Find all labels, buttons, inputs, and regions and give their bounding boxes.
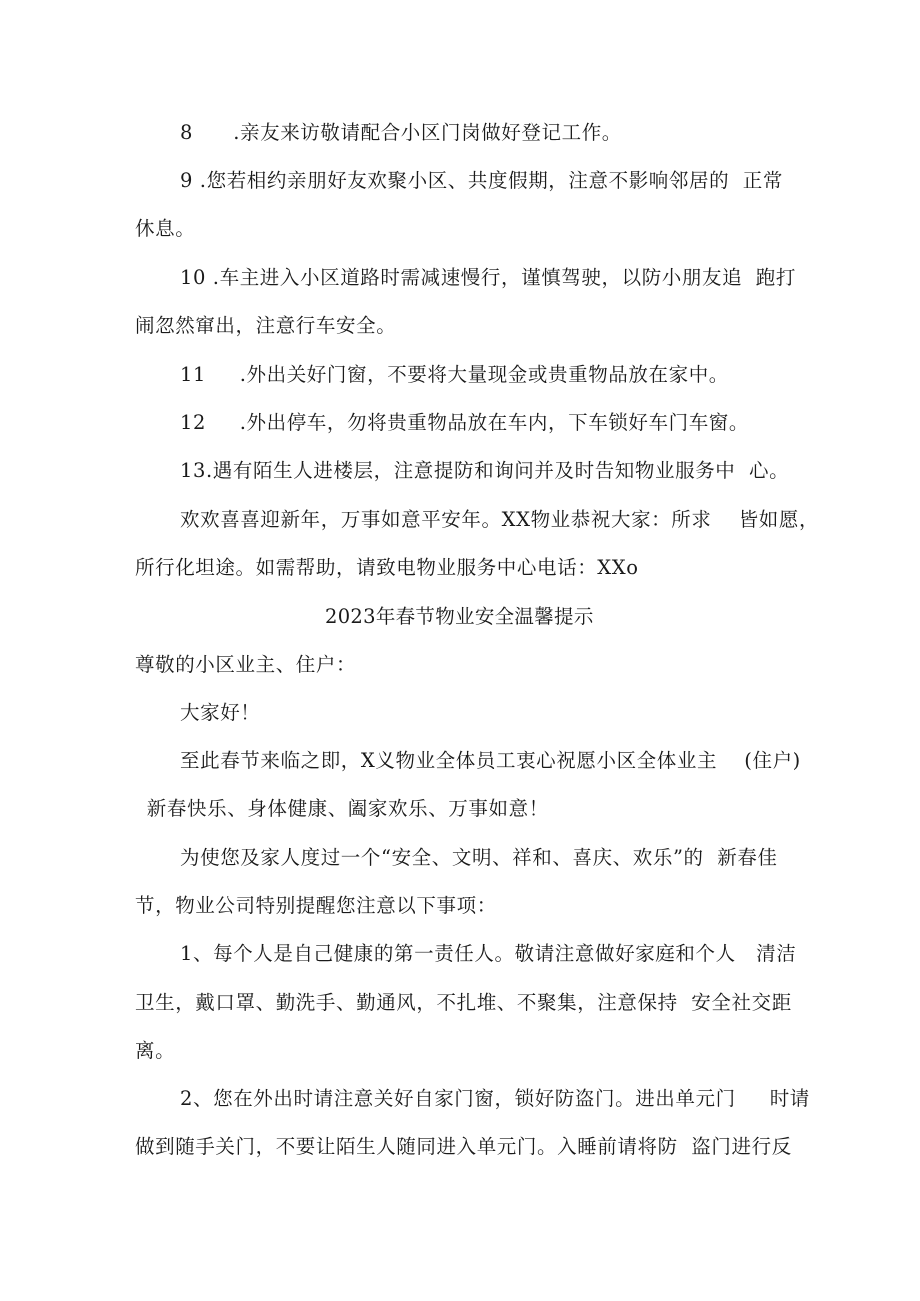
item-12: 12 .外出停车，勿将贵重物品放在车内，下车锁好车门车窗。 (180, 411, 750, 434)
greeting: 大家好！ (180, 701, 261, 724)
point-2-line-1: 2、您在外出时请注意关好自家门窗，锁好防盗门。进出单元门 时请 (180, 1087, 810, 1110)
closing-line-2: 所行化坦途。如需帮助，请致电物业服务中心电话：XXo (135, 556, 639, 579)
item-9-line-2: 休息。 (135, 217, 196, 240)
intro-line-2: 新春快乐、身体健康、阖家欢乐、万事如意！ (140, 797, 549, 820)
intro-line-1: 至此春节来临之即，X义物业全体员工衷心祝愿小区全体业主 (住户) (180, 749, 801, 772)
point-2-line-2: 做到随手关门，不要让陌生人随同进入单元门。入睡前请将防 盗门进行反 (135, 1135, 792, 1158)
purpose-line-2: 节，物业公司特别提醒您注意以下事项： (135, 894, 497, 917)
item-10-line-2: 闹忽然窜出，注意行车安全。 (135, 314, 397, 337)
point-1-line-2: 卫生，戴口罩、勤洗手、勤通风，不扎堆、不聚集，注意保持 安全社交距 (135, 991, 792, 1014)
point-1-line-3: 离。 (135, 1039, 176, 1062)
item-9-line-1: 9 .您若相约亲朋好友欢聚小区、共度假期，注意不影响邻居的 正常 (180, 169, 784, 192)
purpose-line-1: 为使您及家人度过一个“安全、文明、祥和、喜庆、欢乐”的 新春佳 (180, 846, 778, 869)
item-11: 11 .外出关好门窗，不要将大量现金或贵重物品放在家中。 (180, 363, 729, 386)
notice-title: 2023年春节物业安全温馨提示 (325, 605, 594, 628)
item-10-line-1: 10 .车主进入小区道路时需减速慢行，谨慎驾驶，以防小朋友追 跑打 (180, 266, 797, 289)
item-13: 13.遇有陌生人进楼层，注意提防和询问并及时告知物业服务中 心。 (180, 459, 790, 482)
item-8: 8 .亲友来访敬请配合小区门岗做好登记工作。 (180, 121, 622, 144)
point-1-line-1: 1、每个人是自己健康的第一责任人。敬请注意做好家庭和个人 清洁 (180, 942, 797, 965)
closing-line-1: 欢欢喜喜迎新年，万事如意平安年。XX物业恭祝大家：所求 皆如愿， (180, 508, 820, 531)
salutation: 尊敬的小区业主、住户： (135, 653, 357, 676)
